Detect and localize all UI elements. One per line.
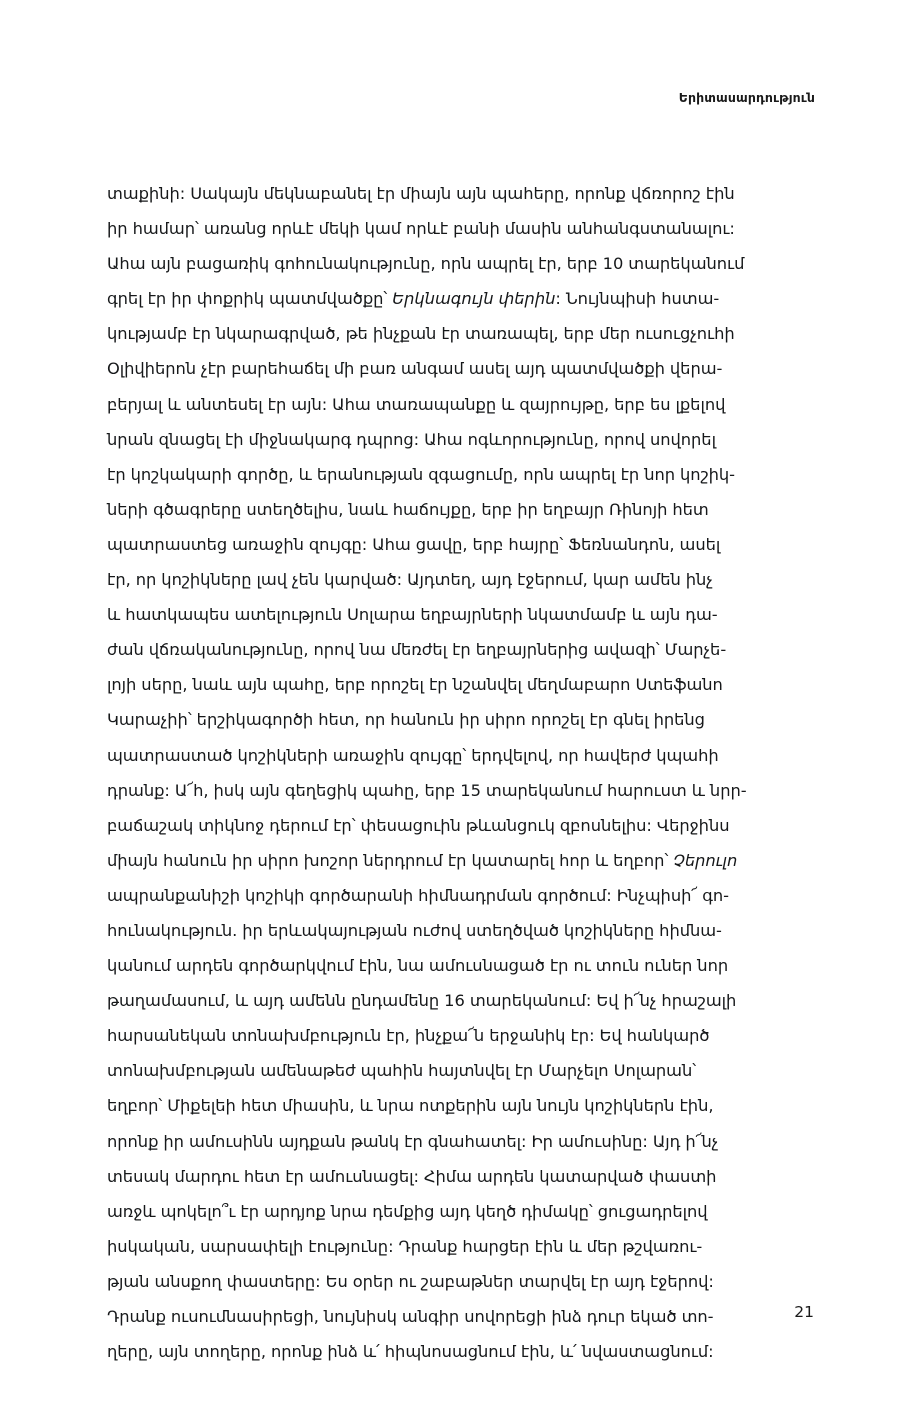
text-line: լոյի սերը, նաև այն պահը, երբ որոշել էր նշանվել մեղմաբարո Ստեֆանո	[107, 675, 723, 695]
text-line	[107, 843, 816, 878]
text-line: ղերը, այն տողերը, որոնք ինձ և՛ հիպնոսացնում էին, և՛ նվաստացնում:	[107, 1342, 714, 1362]
text-line: պատրաստած կոշիկների առաջին զույգը՝ երդվելով, որ հավերժ կպահի	[107, 745, 719, 765]
text-run: գրել էր իր փոքրիկ պատմվածքը՝	[107, 289, 393, 309]
text-line: հարսանեկան տոնախմբություն էր, ինչքա՜ն երջանիկ էր: Եվ հանկարծ	[107, 1026, 710, 1046]
text-line: և հատկապես ատելություն Սոլարա եղբայրների նկատմամբ և այն դա-	[107, 605, 718, 625]
text-line: Օլիվիերոն չէր բարեհաճել մի բառ անգամ ասել այդ պատմվածքի վերա-	[107, 359, 723, 379]
page-number: 21	[794, 1303, 814, 1321]
text-line: հունակություն. իր երևակայության ուժով ստեղծված կոշիկները հիմնա-	[107, 920, 722, 940]
running-head: Երիտասարդություն	[678, 90, 815, 105]
text-line: կանում արդեն գործարկվում էին, նա ամուսնացած էր ու տուն ուներ նոր	[107, 956, 729, 976]
text-line: նրան զնացել էի միջնակարգ դպրոց: Ահա ոգևորությունը, որով սովորել	[107, 429, 716, 449]
text-line: որոնք իր ամուսինն այդքան թանկ էր գնահատել: Իր ամուսինը: Այդ ի՜նչ	[107, 1131, 719, 1151]
text-line: թյան անսքող փաստերը: Ես օրեր ու շաբաթներ տարվել էր այդ էջերով:	[107, 1271, 714, 1291]
text-run: միայն հանուն իր սիրո խոշոր ներդրում էր կատարել հոր և եղբոր՝	[107, 850, 674, 870]
text-line: տաքինի: Սակայն մեկնաբանել էր միայն այն պահերը, որոնք վճռորոշ էին	[107, 184, 735, 203]
text-line: էր, որ կոշիկները լավ չեն կարված: Այդտեղ, այդ էջերում, կար ամեն ինչ	[107, 570, 713, 590]
text-line: իր համար՝ առանց որևէ մեկի կամ որևէ բանի մասին անհանգստանալու:	[107, 219, 735, 239]
text-line: բերյալ և անտեսել էր այն: Ահա տառապանքը և զայրույթը, երբ ես լքելով	[107, 394, 726, 414]
text-line: էր կոշկակարի գործը, և երանության զգացումը, որն ապրել էր նոր կոշիկ-	[107, 464, 735, 484]
text-line-segment	[107, 289, 719, 308]
text-line	[107, 281, 816, 316]
italic-title: Երկնագույն փերին	[392, 289, 556, 309]
text-line: ների գծագրերը ստեղծելիս, նաև հաճույքը, երբ իր եղբայր Ռինոյի հետ	[107, 499, 709, 519]
text-line: Կարաչիի՝ երշիկագործի հետ, որ հանուն իր սիրո որոշել էր գնել իրենց	[107, 710, 705, 730]
text-line: ժան վճռականությունը, որով նա մեռժել էր եղբայրներից ավազի՝ Մարչե-	[107, 640, 727, 660]
text-line: բաճաշակ տիկնոջ դերում էր՝ փեսացուին թևանցուկ զբոսնելիս: Վերջինս	[107, 815, 730, 835]
text-line: առջև պոկելո՞ւ էր արդյոք նրա դեմքից այդ կեղծ դիմակը՝ ցուցադրելով	[107, 1201, 708, 1221]
text-line: պատրաստեց առաջին զույգը: Ահա ցավը, երբ հայրը՝ Ֆեռնանդոն, ասել	[107, 534, 721, 554]
text-line: ապրանքանիշի կոշիկի գործարանի հիմնադրման գործում: Ինչպիսի՜ գո-	[107, 885, 729, 905]
text-line: թաղամասում, և այդ ամենն ընդամենը 16 տարեկանում: Եվ ի՜նչ հրաշալի	[107, 991, 737, 1011]
text-line: իսկական, սարսափելի էությունը: Դրանք հարցեր էին և մեր թշվառու-	[107, 1236, 703, 1256]
text-run: : Նույնպիսի հստա-	[555, 289, 720, 309]
text-line-segment	[107, 851, 737, 870]
italic-title: Չերուլո	[673, 850, 738, 870]
text-line: եղբոր՝ Միքելեի հետ միասին, և նրա ոտքերին այն նույն կոշիկներն էին,	[107, 1096, 714, 1116]
text-line: Դրանք ուսումնասիրեցի, նույնիսկ անգիր սովորեցի ինձ դուր եկած տո-	[107, 1307, 714, 1326]
body-text-block	[107, 176, 816, 1369]
text-line: Ահա այն բացառիկ գոհունակությունը, որն ապրել էր, երբ 10 տարեկանում	[107, 254, 745, 274]
text-line: տոնախմբության ամենաթեժ պահին հայտնվել էր Մարչելո Սոլարան՝	[107, 1061, 697, 1081]
text-line: կությամբ էր նկարագրված, թե ինչքան էր տառապել, երբ մեր ուսուցչուհի	[107, 324, 735, 344]
text-line: տեսակ մարդու հետ էր ամուսնացել: Հիմա արդեն կատարված փաստի	[107, 1166, 717, 1186]
text-line: դրանք: Ա՜հ, իսկ այն գեղեցիկ պահը, երբ 15 տարեկանում հարուստ և նրր-	[107, 780, 747, 800]
